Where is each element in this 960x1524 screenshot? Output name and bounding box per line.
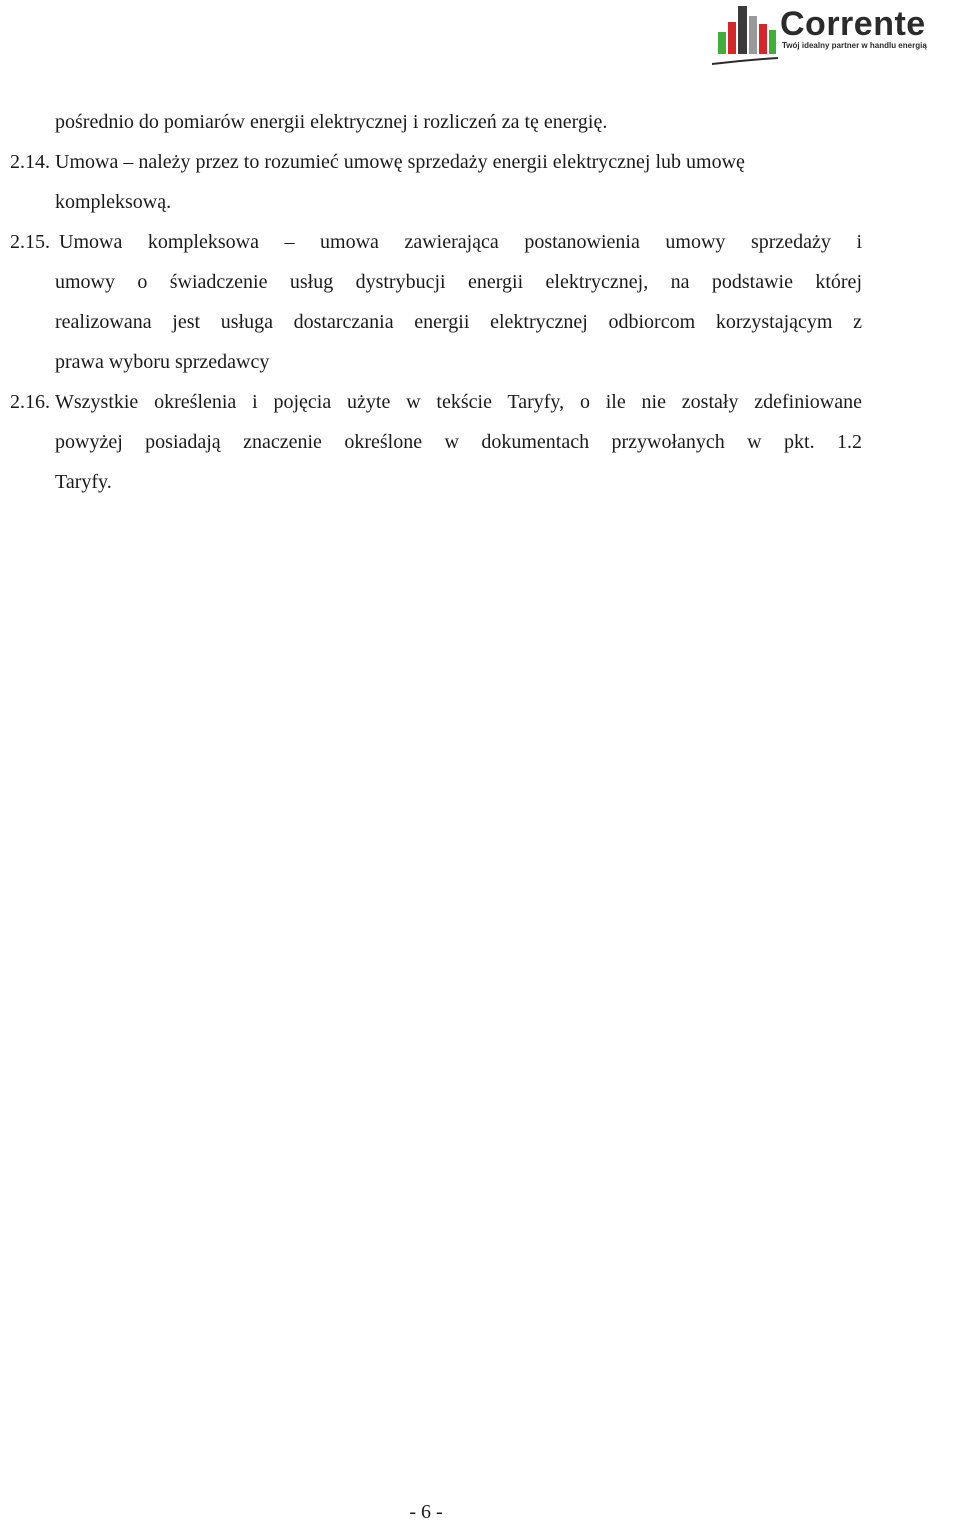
paragraph-continuation: pośrednio do pomiarów energii elektrycznej i rozliczeń za tę energię. [55, 111, 608, 133]
item-text-line: Umowa kompleksowa – umowa zawierająca postanowienia umowy sprzedaży i [59, 231, 862, 253]
item-number: 2.14. [10, 151, 50, 173]
logo-tagline: Twój idealny partner w handlu energią [782, 41, 927, 50]
item-text-line: Wszystkie określenia i pojęcia użyte w tekście Taryfy, o ile nie zostały zdefiniowane [55, 391, 862, 413]
corrente-logo [712, 2, 952, 70]
logo-wordmark: Corrente [780, 5, 926, 43]
item-number: 2.16. [10, 391, 50, 413]
item-text-line: Taryfy. [55, 471, 112, 493]
item-text-line: Umowa – należy przez to rozumieć umowę sprzedaży energii elektrycznej lub umowę [55, 151, 745, 173]
page-number: - 6 - [409, 1501, 443, 1523]
bar-chart-logo-icon [712, 2, 778, 66]
item-text-line: kompleksową. [55, 191, 172, 213]
item-text-line: realizowana jest usługa dostarczania energii elektrycznej odbiorcom korzystającym z [55, 311, 862, 333]
item-text-line: powyżej posiadają znaczenie określone w dokumentach przywołanych w pkt. 1.2 [55, 431, 862, 453]
item-text-line: umowy o świadczenie usług dystrybucji energii elektrycznej, na podstawie której [55, 271, 862, 293]
item-number: 2.15. [10, 231, 50, 253]
item-text-line: prawa wyboru sprzedawcy [55, 351, 270, 373]
